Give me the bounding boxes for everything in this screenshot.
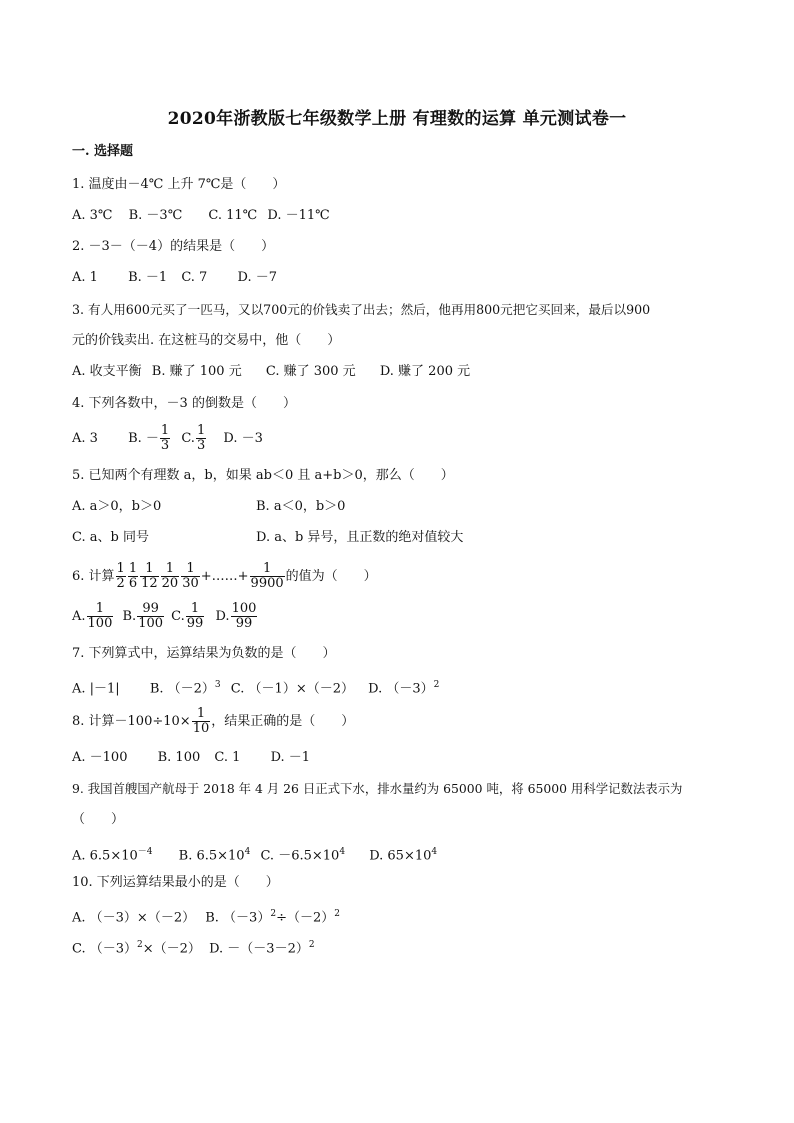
q8-option-c: C. 1 xyxy=(214,750,241,765)
q9-option-c-exponent: 4 xyxy=(339,847,346,857)
q9-option-b-exponent: 4 xyxy=(244,847,251,857)
q6-option-d-fraction xyxy=(231,602,258,631)
q9-option-d-exponent: 4 xyxy=(431,847,438,857)
q9-option-b: B. 6.5×10 xyxy=(178,848,245,864)
section-heading: 一. 选择题 xyxy=(72,144,134,159)
fraction-denominator: 99 xyxy=(235,616,253,631)
fraction-denominator: 20 xyxy=(161,576,179,591)
q2-option-c: C. 7 xyxy=(181,270,208,285)
q3-option-a: A. 收支平衡 xyxy=(72,364,142,379)
q5-option-d: D. a、b 异号，且正数的绝对值较大 xyxy=(256,530,464,545)
q2-option-b: B. －1 xyxy=(128,270,168,285)
q10-option-d-exponent: 2 xyxy=(308,940,315,950)
question-3-options xyxy=(72,362,470,382)
question-2-stem: 2. －3－（－4）的结果是（ ） xyxy=(72,239,275,254)
q8-option-d: D. －1 xyxy=(270,750,311,765)
question-5-options-row1 xyxy=(72,497,161,517)
q9-option-a: A. 6.5×10 xyxy=(72,848,138,864)
q1-option-b: B. －3℃ xyxy=(128,208,183,223)
question-7-options xyxy=(72,675,439,699)
q8-option-a: A. －100 xyxy=(72,750,128,765)
question-6-stem xyxy=(72,562,377,591)
q4-option-a: A. 3 xyxy=(72,431,98,446)
q6-term-3 xyxy=(140,562,159,591)
question-10-stem: 10. 下列运算结果最小的是（ ） xyxy=(72,875,279,890)
fraction-numerator: 1 xyxy=(116,561,125,576)
question-5-option-d-wrap xyxy=(256,528,463,548)
fraction-denominator: 2 xyxy=(116,576,125,591)
fraction-denominator: 12 xyxy=(141,576,158,591)
q10-option-a: A. （－3）×（－2） xyxy=(72,910,196,926)
fraction-denominator: 99 xyxy=(186,616,204,631)
q7-option-b: B. （－2） xyxy=(149,681,215,697)
q3-option-d: D. 赚了 200 元 xyxy=(379,364,471,379)
question-1-stem: 1. 温度由－4℃ 上升 7℃是（ ） xyxy=(72,177,286,192)
q4-option-d: D. －3 xyxy=(223,431,263,446)
question-5-stem: 5. 已知两个有理数 a，b，如果 ab＜0 且 a+b＞0，那么（ ） xyxy=(72,468,454,483)
fraction-denominator: 30 xyxy=(182,576,199,591)
q6-term-2 xyxy=(128,562,138,591)
q9-option-d: D. 65×10 xyxy=(369,848,432,864)
question-5-options-row2 xyxy=(72,528,149,548)
q6-ellipsis: +……+ xyxy=(200,569,249,584)
question-3-stem-line2: 元的价钱卖出. 在这桩马的交易中，他（ ） xyxy=(72,333,341,348)
q9-option-a-exponent: －4 xyxy=(137,847,153,857)
fraction-numerator: 1 xyxy=(186,602,205,617)
question-8-options xyxy=(72,748,310,768)
q8-prefix: 8. 计算－100÷10× xyxy=(72,714,191,729)
q5-option-c: C. a、b 同号 xyxy=(72,530,149,545)
q7-option-a: A. |－1| xyxy=(72,681,120,697)
q5-option-b: B. a＜0，b＞0 xyxy=(256,499,346,514)
q6-term-5 xyxy=(181,562,200,591)
q1-option-d: D. －11℃ xyxy=(267,208,330,223)
fraction-numerator: 1 xyxy=(160,423,170,438)
q10-option-d: D. －（－3－2） xyxy=(209,941,309,957)
q8-option-b: B. 100 xyxy=(157,750,201,765)
question-9-stem-line2: （ ） xyxy=(72,812,125,827)
q6-option-d-label: D. xyxy=(215,609,230,624)
q8-fraction xyxy=(192,707,211,736)
question-8-stem xyxy=(72,707,354,736)
fraction-numerator: 100 xyxy=(231,601,257,616)
page-title: 2020年浙教版七年级数学上册 有理数的运算 单元测试卷一 xyxy=(167,109,627,129)
q7-option-d: D. （－3） xyxy=(368,681,434,697)
q6-term-1 xyxy=(116,562,126,591)
q4-option-c-fraction xyxy=(196,424,206,453)
fraction-denominator: 9900 xyxy=(250,576,284,591)
q6-option-b-fraction xyxy=(137,602,164,631)
question-2-options xyxy=(72,268,277,288)
q4-option-c-prefix: C. xyxy=(181,431,195,446)
question-9-stem-line1: 9. 我国首艘国产航母于 2018 年 4 月 26 日正式下水，排水量约为 65000 吨，将 65000 用科学记数法表示为 xyxy=(72,781,683,796)
q6-last-term xyxy=(250,562,285,591)
q6-option-c-fraction xyxy=(186,602,205,631)
fraction-denominator: 10 xyxy=(192,721,210,736)
q6-option-a-fraction xyxy=(87,602,114,631)
question-1-options xyxy=(72,206,330,226)
q9-option-c: C. －6.5×10 xyxy=(260,848,340,864)
question-10-options-row1 xyxy=(72,904,340,928)
fraction-numerator: 1 xyxy=(192,707,211,722)
q10-option-b-mid: ÷（－2） xyxy=(276,910,335,926)
fraction-denominator: 6 xyxy=(128,576,138,591)
fraction-denominator: 100 xyxy=(87,616,113,631)
q6-suffix: 的值为（ ） xyxy=(285,569,377,584)
question-10-options-row2 xyxy=(72,935,315,959)
q2-option-a: A. 1 xyxy=(72,270,98,285)
question-7-stem: 7. 下列算式中，运算结果为负数的是（ ） xyxy=(72,646,336,661)
fraction-numerator: 1 xyxy=(196,423,206,438)
q1-option-a: A. 3℃ xyxy=(72,208,113,223)
q6-term-4 xyxy=(161,562,180,591)
q6-option-c-label: C. xyxy=(171,609,185,624)
q6-prefix: 6. 计算 xyxy=(72,569,115,584)
fraction-denominator: 3 xyxy=(160,438,170,453)
fraction-numerator: 1 xyxy=(87,602,114,617)
q3-option-c: C. 赚了 300 元 xyxy=(265,364,356,379)
fraction-numerator: 1 xyxy=(140,562,159,577)
q2-option-d: D. －7 xyxy=(237,270,277,285)
question-3-stem-line1: 3. 有人用600元买了一匹马，又以700元的价钱卖了出去；然后，他再用800元把它买回来，最后以900 xyxy=(72,302,651,317)
fraction-numerator: 1 xyxy=(161,562,180,577)
fraction-numerator: 99 xyxy=(137,602,164,617)
q8-suffix: ，结果正确的是（ ） xyxy=(211,714,355,729)
q7-option-b-exponent: 3 xyxy=(214,680,221,690)
q10-option-c-exponent: 2 xyxy=(137,940,143,950)
fraction-denominator: 100 xyxy=(138,616,164,631)
question-4-stem: 4. 下列各数中，－3 的倒数是（ ） xyxy=(72,396,296,411)
q6-option-a-label: A. xyxy=(72,609,86,624)
fraction-denominator: 3 xyxy=(196,438,206,453)
q5-option-a: A. a＞0，b＞0 xyxy=(72,499,162,514)
q10-option-b: B. （－3） xyxy=(205,910,271,926)
q10-option-c-tail: ×（－2） xyxy=(142,941,201,957)
question-9-options xyxy=(72,842,437,866)
fraction-numerator: 1 xyxy=(250,562,285,577)
q10-option-c: C. （－3） xyxy=(72,941,138,957)
q7-option-c: C. （－1）×（－2） xyxy=(230,681,354,697)
question-6-options xyxy=(72,602,258,631)
q4-option-b-prefix: B. － xyxy=(128,431,159,446)
question-4-options xyxy=(72,424,263,453)
q1-option-c: C. 11℃ xyxy=(208,208,258,223)
q10-option-b-exponent-1: 2 xyxy=(270,909,277,919)
q10-option-b-exponent-2: 2 xyxy=(334,909,340,919)
q7-option-d-exponent: 2 xyxy=(433,680,440,690)
q3-option-b: B. 赚了 100 元 xyxy=(151,364,242,379)
question-5-option-b-wrap xyxy=(256,497,345,517)
fraction-numerator: 1 xyxy=(128,561,138,576)
fraction-numerator: 1 xyxy=(181,562,200,577)
q6-option-b-label: B. xyxy=(122,609,137,624)
q4-option-b-fraction xyxy=(160,424,170,453)
